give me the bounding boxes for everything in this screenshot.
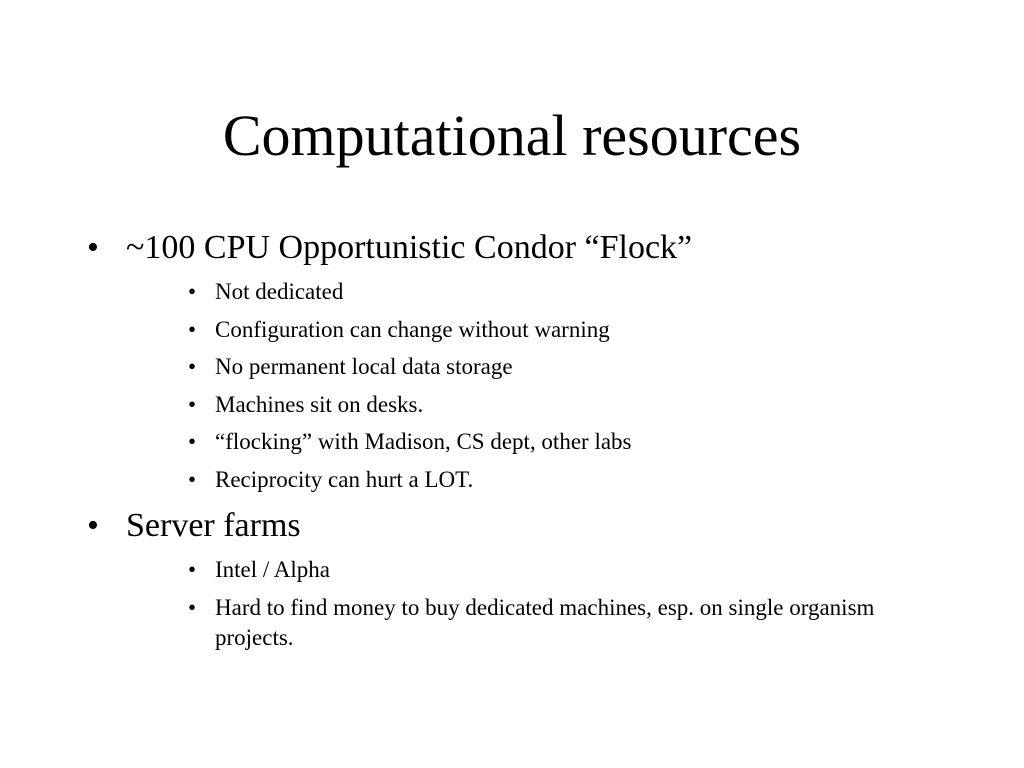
bullet-icon: • <box>87 229 99 266</box>
sub-bullet-icon: • <box>188 392 197 417</box>
sub-bullet-text: Not dedicated <box>215 279 344 304</box>
slide-title: Computational resources <box>222 103 802 168</box>
sub-bullet-icon: • <box>188 429 197 454</box>
sub-bullet-icon: • <box>188 595 197 620</box>
bullet-text: Server farms <box>126 507 301 544</box>
sub-bullet-icon: • <box>188 354 197 379</box>
sub-bullet-text: “flocking” with Madison, CS dept, other labs <box>215 429 632 454</box>
sub-bullet-icon: • <box>188 317 197 342</box>
sub-bullet-text: Hard to find money to buy dedicated machines, esp. on single organism projects. <box>215 595 875 650</box>
sub-bullet-text: Configuration can change without warning <box>215 317 610 342</box>
sub-bullet-icon: • <box>188 279 197 304</box>
bullet-text: ~100 CPU Opportunistic Condor “Flock” <box>126 229 693 266</box>
sub-bullet-text: Intel / Alpha <box>215 557 330 582</box>
sub-bullet-icon: • <box>188 557 197 582</box>
sub-bullet-text: No permanent local data storage <box>215 354 513 379</box>
sub-bullet-text: Machines sit on desks. <box>215 392 424 417</box>
sub-bullet-text: Reciprocity can hurt a LOT. <box>215 467 474 492</box>
bullet-icon: • <box>87 507 99 544</box>
sub-bullet-icon: • <box>188 467 197 492</box>
